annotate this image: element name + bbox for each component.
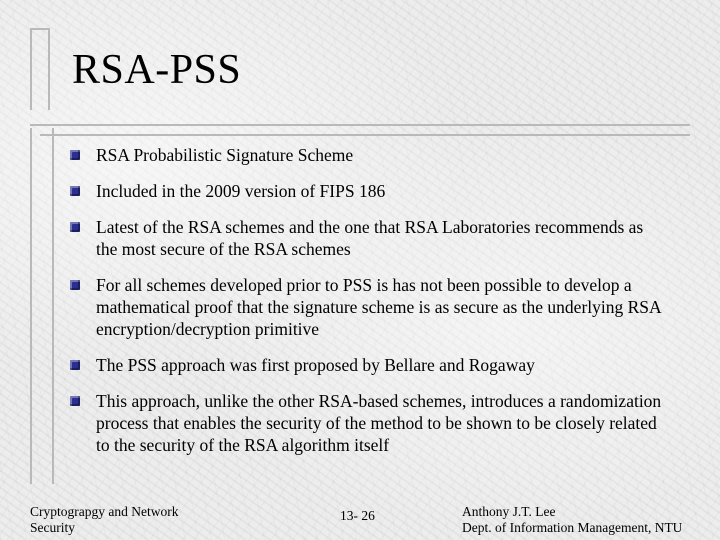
square-bullet-icon: [70, 360, 80, 370]
footer-page-number: 13- 26: [340, 508, 375, 523]
bullet-item: [64, 180, 664, 202]
bullet-text: Included in the 2009 version of FIPS 186: [96, 181, 386, 201]
bullet-text: This approach, unlike the other RSA-based schemes, introduces a randomization process that enables the security of the method to be shown to be closely related to the security of the RSA algorithm itself: [96, 391, 662, 455]
bullet-item: [64, 216, 664, 260]
bullet-text: For all schemes developed prior to PSS is has not been possible to develop a mathematical proof that the signature scheme is as secure as the underlying RSA encryption/decryption primitive: [96, 275, 661, 339]
square-bullet-icon: [70, 186, 80, 196]
footer-department: Dept. of Information Management, NTU: [462, 520, 683, 535]
footer-author: Anthony J.T. Lee: [462, 504, 556, 519]
footer-author-block: [462, 504, 682, 536]
square-bullet-icon: [70, 222, 80, 232]
bullet-text: The PSS approach was first proposed by Bellare and Rogaway: [96, 355, 535, 375]
body-rule-outer: [30, 124, 690, 126]
bullet-item: [64, 390, 664, 456]
title-bracket: [30, 28, 50, 110]
bullet-text: Latest of the RSA schemes and the one that RSA Laboratories recommends as the most secure of the RSA schemes: [96, 217, 644, 259]
slide-title: RSA-PSS: [72, 47, 242, 93]
body-bracket: [30, 128, 54, 484]
bullet-item: [64, 354, 664, 376]
square-bullet-icon: [70, 280, 80, 290]
square-bullet-icon: [70, 396, 80, 406]
bullet-text: RSA Probabilistic Signature Scheme: [96, 145, 354, 165]
bullet-item: [64, 274, 664, 340]
bullet-item: [64, 144, 664, 166]
body-rule-inner: [40, 134, 690, 136]
footer-course: Cryptograpgy and Network Security: [30, 504, 179, 535]
square-bullet-icon: [70, 150, 80, 160]
bullet-list: [64, 144, 664, 456]
